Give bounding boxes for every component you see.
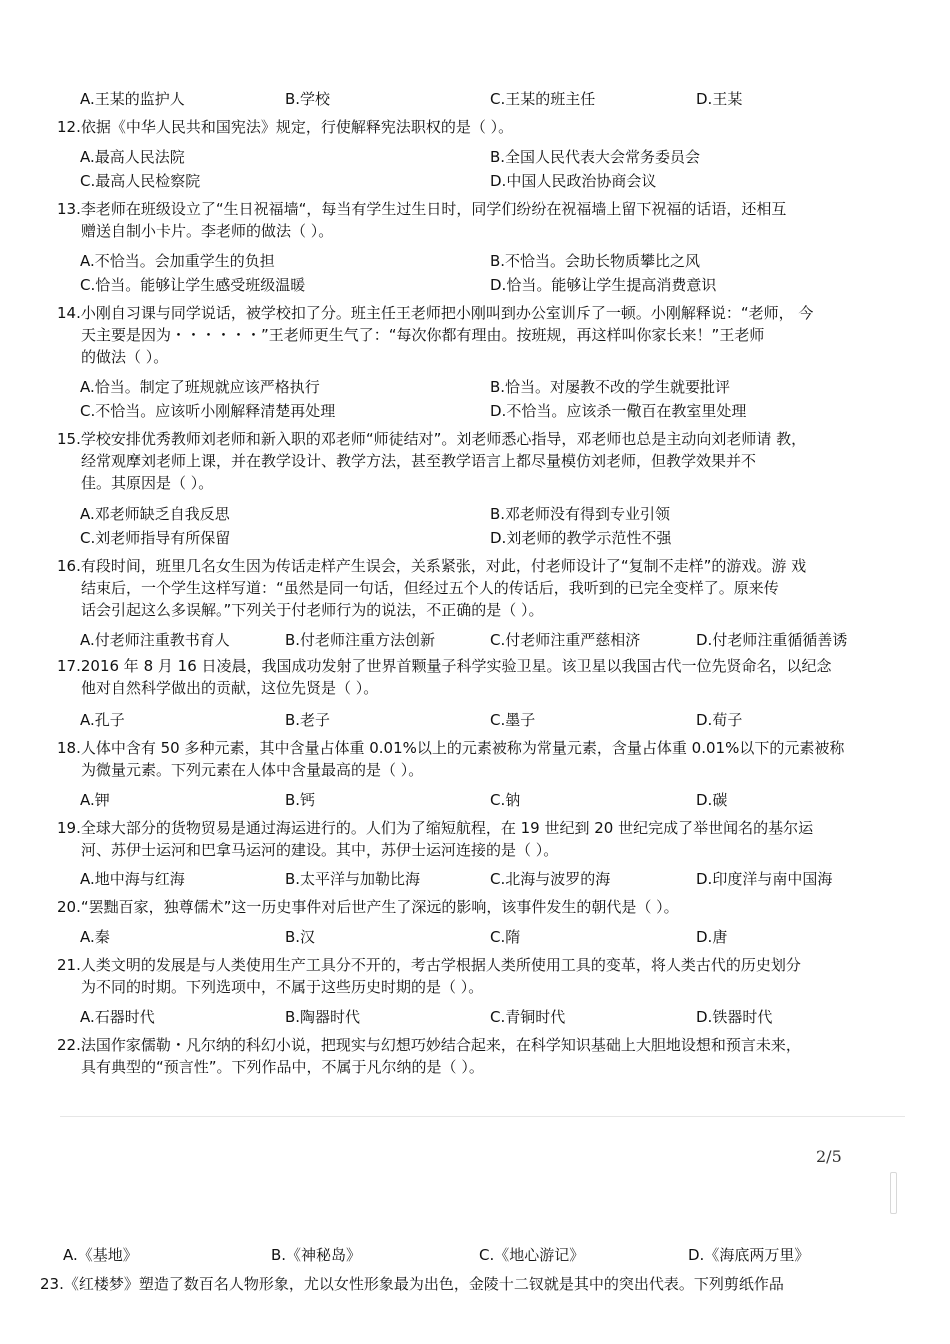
q16-options <box>80 629 900 653</box>
option-a: A.《基地》 <box>63 1246 138 1264</box>
option-c: C.不恰当。应该听小刚解释清楚再处理 <box>80 402 336 420</box>
option-b: B.学校 <box>285 90 331 108</box>
option-d: D.王某 <box>696 90 743 108</box>
option-d: D.荀子 <box>696 711 743 729</box>
q21-options <box>80 1006 900 1030</box>
option-c: C.钠 <box>490 791 521 809</box>
option-a: A.石器时代 <box>80 1008 155 1026</box>
option-a: A.不恰当。会加重学生的负担 <box>80 252 275 270</box>
question-line: 16.有段时间，班里几名女生因为传话走样产生误会，关系紧张，对此，付老师设计了“复制不走样”的游戏。游 戏 <box>57 557 807 575</box>
option-a: A.钾 <box>80 791 110 809</box>
option-a: A.邓老师缺乏自我反思 <box>80 505 230 523</box>
option-c: C.隋 <box>490 928 521 946</box>
option-c: C.墨子 <box>490 711 536 729</box>
page-number: 2/5 <box>816 1147 842 1166</box>
question-line: 13.李老师在班级设立了“生日祝福墙“，每当有学生过生日时，同学们纷纷在祝福墙上留下祝福的话语，还相互 <box>57 200 787 218</box>
question-line: 经常观摩刘老师上课，并在教学设计、教学方法，甚至教学语言上都尽量模仿刘老师，但教学效果并不 <box>81 452 757 470</box>
option-d: D.铁器时代 <box>696 1008 773 1026</box>
page-divider <box>60 1116 905 1117</box>
question-line: 河、苏伊士运河和巴拿马运河的建设。其中，苏伊士运河连接的是（ ）。 <box>81 841 559 859</box>
q13-options <box>80 250 900 298</box>
question-line: 具有典型的“预言性”。下列作品中，不属于凡尔纳的是（ ）。 <box>81 1058 484 1076</box>
option-c: C.青铜时代 <box>490 1008 566 1026</box>
option-d: D.付老师注重循循善诱 <box>696 631 848 649</box>
question-line: 19.全球大部分的货物贸易是通过海运进行的。人们为了缩短航程，在 19 世纪到 20 世纪完成了举世闻名的基尔运 <box>57 819 814 837</box>
question-line: 他对自然科学做出的贡献，这位先贤是（ ）。 <box>81 679 379 697</box>
option-a: A.最高人民法院 <box>80 148 185 166</box>
question-line: 21.人类文明的发展是与人类使用生产工具分不开的，考古学根据人类所使用工具的变革，将人类古代的历史划分 <box>57 956 801 974</box>
question-line: 为微量元素。下列元素在人体中含量最高的是（ ）。 <box>81 761 424 779</box>
question-21 <box>57 954 907 998</box>
option-d: D.不恰当。应该杀一儆百在教室里处理 <box>490 402 747 420</box>
q22-options <box>63 1244 923 1268</box>
option-a: A.王某的监护人 <box>80 90 185 108</box>
question-13 <box>57 198 907 242</box>
question-line: 15.学校安排优秀教师刘老师和新入职的邓老师“师徒结对”。刘老师悉心指导，邓老师也总是主动向刘老师请 教， <box>57 430 807 448</box>
q12-options <box>80 146 900 194</box>
question-12 <box>57 116 907 138</box>
q14-options <box>80 376 900 424</box>
question-16 <box>57 555 907 621</box>
question-line: 为不同的时期。下列选项中，不属于这些历史时期的是（ ）。 <box>81 978 484 996</box>
option-d: D.印度洋与南中国海 <box>696 870 833 888</box>
option-d: D.《海底两万里》 <box>688 1246 810 1264</box>
option-b: B.汉 <box>285 928 316 946</box>
option-c: C.《地心游记》 <box>479 1246 585 1264</box>
option-b: B.钙 <box>285 791 316 809</box>
option-c: C.最高人民检察院 <box>80 172 201 190</box>
option-a: A.付老师注重教书育人 <box>80 631 230 649</box>
q17-options <box>80 709 900 733</box>
question-line: 佳。其原因是（ ）。 <box>81 474 214 492</box>
option-d: D.碳 <box>696 791 728 809</box>
question-14 <box>57 302 907 368</box>
question-line: 结束后，一个学生这样写道：“虽然是同一句话，但经过五个人的传话后，我听到的已完全变样了。原来传 <box>81 579 779 597</box>
question-22 <box>57 1034 907 1078</box>
option-b: B.《神秘岛》 <box>271 1246 362 1264</box>
question-17 <box>57 655 907 699</box>
option-c: C.刘老师指导有所保留 <box>80 529 231 547</box>
option-b: B.太平洋与加勒比海 <box>285 870 421 888</box>
question-20 <box>57 896 907 918</box>
question-15 <box>57 428 907 494</box>
option-b: B.全国人民代表大会常务委员会 <box>490 148 701 166</box>
question-18 <box>57 737 907 781</box>
option-b: B.付老师注重方法创新 <box>285 631 436 649</box>
option-d: D.恰当。能够让学生提高消费意识 <box>490 276 717 294</box>
question-19 <box>57 817 907 861</box>
question-line: 18.人体中含有 50 多种元素，其中含量占体重 0.01%以上的元素被称为常量元素，含量占体重 0.01%以下的元素被称 <box>57 739 845 757</box>
option-c: C.恰当。能够让学生感受班级温暖 <box>80 276 306 294</box>
option-b: B.不恰当。会助长物质攀比之风 <box>490 252 701 270</box>
option-d: D.唐 <box>696 928 728 946</box>
option-b: B.邓老师没有得到专业引领 <box>490 505 671 523</box>
option-c: C.王某的班主任 <box>490 90 596 108</box>
question-line: 的做法（ ）。 <box>81 348 169 366</box>
option-c: C.北海与波罗的海 <box>490 870 611 888</box>
option-a: A.地中海与红海 <box>80 870 185 888</box>
option-a: A.孔子 <box>80 711 125 729</box>
question-line: 12.依据《中华人民共和国宪法》规定，行使解释宪法职权的是（ ）。 <box>57 118 514 136</box>
option-b: B.老子 <box>285 711 331 729</box>
question-line: 话会引起这么多误解。”下列关于付老师行为的说法，不正确的是（ ）。 <box>81 601 544 619</box>
option-c: C.付老师注重严慈相济 <box>490 631 641 649</box>
question-line: 17.2016 年 8 月 16 日凌晨，我国成功发射了世界首颗量子科学实验卫星。该卫星以我国古代一位先贤命名，以纪念 <box>57 657 832 675</box>
q11-options <box>80 88 900 112</box>
option-b: B.陶器时代 <box>285 1008 361 1026</box>
q15-options <box>80 503 900 551</box>
option-d: D.刘老师的教学示范性不强 <box>490 529 672 547</box>
question-line: 14.小刚自习课与同学说话，被学校扣了分。班主任王老师把小刚叫到办公室训斥了一顿。小刚解释说：“老师， 今 <box>57 304 814 322</box>
option-a: A.秦 <box>80 928 110 946</box>
q20-options <box>80 926 900 950</box>
question-line: 20.“罢黜百家，独尊儒术”这一历史事件对后世产生了深远的影响，该事件发生的朝代是（ ）。 <box>57 898 679 916</box>
q19-options <box>80 868 900 892</box>
option-d: D.中国人民政治协商会议 <box>490 172 657 190</box>
q18-options <box>80 789 900 813</box>
question-line: 22.法国作家儒勒・凡尔纳的科幻小说，把现实与幻想巧妙结合起来，在科学知识基础上大胆地设想和预言未来， <box>57 1036 801 1054</box>
option-b: B.恰当。对屡教不改的学生就要批评 <box>490 378 731 396</box>
question-line: 赠送自制小卡片。李老师的做法（ ）。 <box>81 222 334 240</box>
question-line: 天主要是因为・・・・・・”王老师更生气了：“每次你都有理由。按班规，再这样叫你家长来！”王老师 <box>81 326 765 344</box>
question-23: 23.《红楼梦》塑造了数百名人物形象，尤以女性形象最为出色，金陵十二钗就是其中的突出代表。下列剪纸作品 <box>40 1275 784 1293</box>
scrollbar[interactable] <box>890 1172 897 1214</box>
option-a: A.恰当。制定了班规就应该严格执行 <box>80 378 320 396</box>
